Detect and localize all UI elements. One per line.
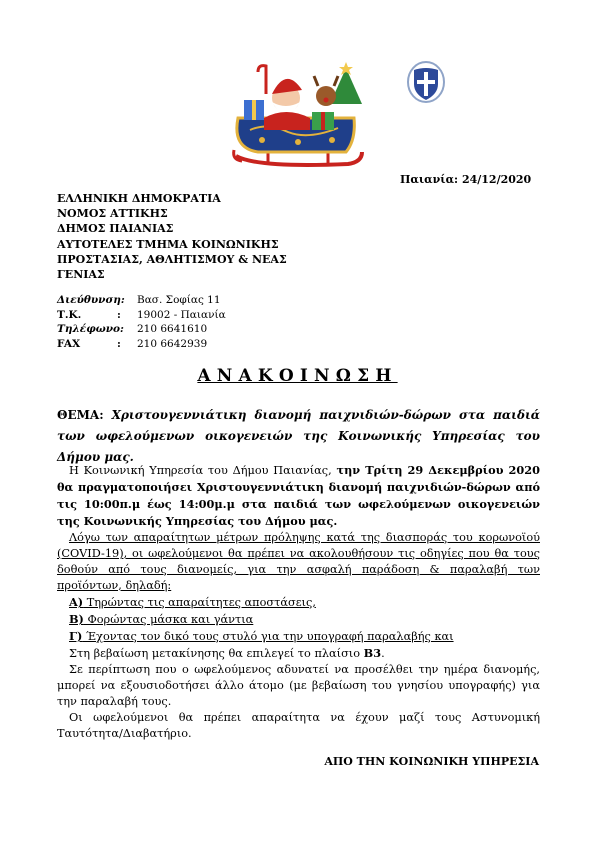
org-line-department-1: ΑΥΤΟΤΕΛΕΣ ΤΜΗΜΑ ΚΟΙΝΩΝΙΚΗΣ <box>57 237 279 251</box>
instruction-c-text: Έχοντας τον δικό τους στυλό για την υπογραφή παραλαβής και <box>82 630 454 643</box>
fax-value: 210 6642939 <box>137 337 208 350</box>
phone-row <box>57 322 226 337</box>
announcement-body <box>57 462 540 742</box>
address-value: Βασ. Σοφίας 11 <box>137 294 221 306</box>
announcement-title <box>0 366 595 386</box>
signature-line: ΑΠΟ ΤΗΝ ΚΟΙΝΩΝΙΚΗ ΥΠΗΡΕΣΙΑ <box>324 755 539 768</box>
paragraph-3-text: Στη βεβαίωση μετακίνησης θα επιλεγεί το πλαίσιο <box>69 647 364 660</box>
paragraph-covid-measures: Λόγω των απαραίτητων μέτρων πρόληψης κατά της διασποράς του κορωνοϊού (COVID-19), οι ωφελούμενοι θα πρέπει να ακολουθήσουν τις οδηγίες που θα τους δοθούν από τους διανομείς, για την ασφαλή παράδοση & παραλαβή των προϊόντων, δηλαδή: <box>57 531 540 592</box>
paragraph-3-end: . <box>381 647 385 660</box>
instruction-b-text: Φορώντας μάσκα και γάντια <box>83 613 254 626</box>
movement-form-box: Β3 <box>363 646 382 660</box>
org-line-republic: ΕΛΛΗΝΙΚΗ ΔΗΜΟΚΡΑΤΙΑ <box>57 192 221 205</box>
fax-label: FAX <box>57 337 81 350</box>
zip-label: Τ.Κ. <box>57 308 82 321</box>
instruction-b <box>57 611 540 628</box>
address-label: Διεύθυνση: <box>57 294 125 306</box>
paragraph-1-intro: Η Κοινωνική Υπηρεσία του Δήμου Παιανίας, <box>69 464 337 477</box>
subject-text: Χριστουγεννιάτικη διανομή παιχνιδιών-δώρων στα παιδιά των ωφελούμενων οικογενειών της Κοινωνικής Υπηρεσίας του Δήμου μας. <box>57 408 540 464</box>
instruction-a <box>57 594 540 611</box>
org-line-municipality: ΔΗΜΟΣ ΠΑΙΑΝΙΑΣ <box>57 222 174 236</box>
paragraph-distribution-date <box>57 462 540 530</box>
org-line-department-2: ΠΡΟΣΤΑΣΙΑΣ, ΑΘΛΗΤΙΣΜΟΥ & ΝΕΑΣ <box>57 252 287 266</box>
zip-row <box>57 308 226 323</box>
instruction-c-label: Γ) <box>69 629 83 643</box>
instruction-a-text: Τηρώντας τις απαραίτητες αποστάσεις, <box>83 596 316 609</box>
instruction-c <box>57 628 540 645</box>
address-row <box>57 293 226 308</box>
org-line-department-3: ΓΕΝΙΑΣ <box>57 268 105 282</box>
santa-sleigh-illustration <box>228 60 368 180</box>
paragraph-identification: Οι ωφελούμενοι θα πρέπει απαραίτητα να έχουν μαζί τους Αστυνομική Ταυτότητα/Διαβατήριο. <box>57 711 540 740</box>
zip-colon: : <box>117 308 121 321</box>
paragraph-movement-form <box>57 645 540 662</box>
document-date: Παιανία: 24/12/2020 <box>400 173 532 186</box>
greek-coat-of-arms-emblem <box>406 60 446 104</box>
phone-value: 210 6641610 <box>137 323 208 336</box>
phone-label: Τηλέφωνο: <box>57 323 124 336</box>
paragraph-authorization: Σε περίπτωση που ο ωφελούμενος αδυνατεί να προσέλθει την ημέρα διανομής, μπορεί να εξουσιοδοτήσει άλλο άτομο (με βεβαίωση του γνησίου υπογραφής) για την παραλαβή τους. <box>57 663 540 708</box>
zip-value: 19002 - Παιανία <box>137 308 226 321</box>
fax-colon: : <box>117 337 121 350</box>
contact-details <box>57 293 226 351</box>
fax-row <box>57 337 226 352</box>
announcement-title-text: ΑΝΑΚΟΙΝΩΣΗ <box>197 366 398 386</box>
org-line-prefecture: ΝΟΜΟΣ ΑΤΤΙΚΗΣ <box>57 207 168 221</box>
paragraph-1-details: την Τρίτη 29 Δεκεμβρίου 2020 θα πραγματοποιήσει Χριστουγεννιάτικη διανομή παιχνιδιών-δώρων από τις 10:00π.μ έως 14:00μ.μ στα παιδιά των ωφελούμενων οικογενειών της Κοινωνικής Υπηρεσίας του Δήμου μας. <box>57 463 540 528</box>
instruction-b-label: Β) <box>69 612 84 626</box>
subject-label: ΘΕΜΑ: <box>57 408 104 422</box>
instruction-a-label: Α) <box>69 595 84 609</box>
subject-line <box>57 405 540 468</box>
issuing-authority-header <box>57 191 287 282</box>
